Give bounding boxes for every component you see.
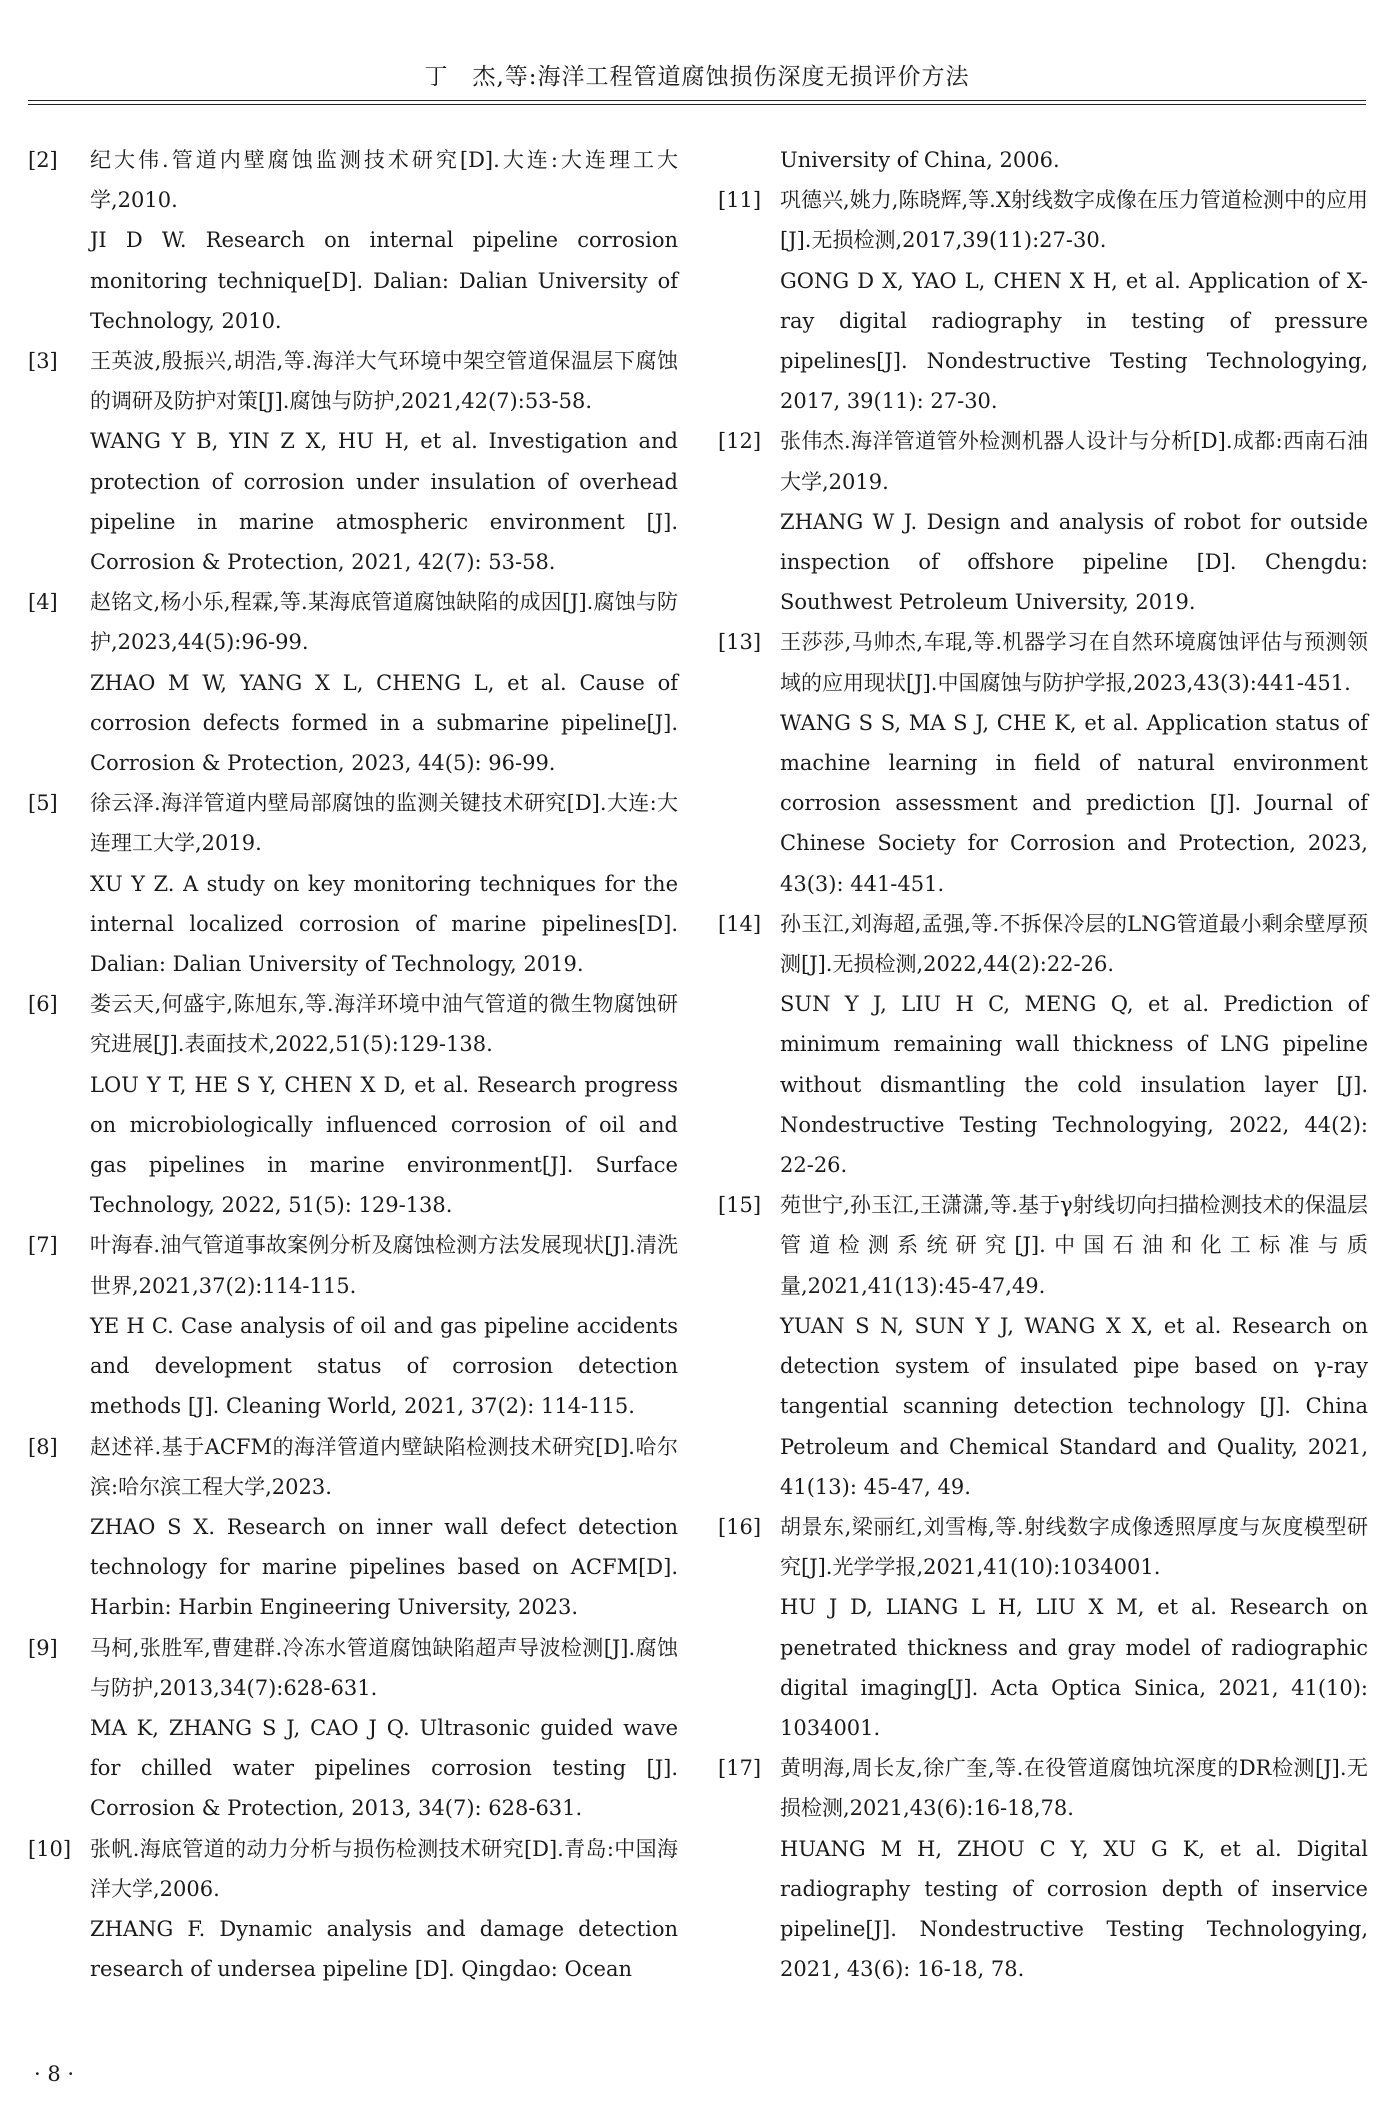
reference-english: HU J D, LIANG L H, LIU X M, et al. Research on penetrated thickness and gray model of radiographic digital imaging[J]. Acta Optica Sinica, 2021, 41(10): 1034001. <box>780 1595 1368 1740</box>
reference-entry <box>718 1748 1368 1989</box>
reference-english: ZHANG W J. Design and analysis of robot for outside inspection of offshore pipeline [D]. Chengdu: Southwest Petroleum University, 2019. <box>780 509 1368 615</box>
reference-number: [3] <box>28 349 58 374</box>
reference-number: [7] <box>28 1233 58 1258</box>
reference-number: [4] <box>28 590 58 615</box>
reference-number: [17] <box>718 1756 762 1781</box>
reference-entry <box>28 1628 678 1829</box>
reference-chinese: 赵铭文,杨小乐,程霖,等.某海底管道腐蚀缺陷的成因[J].腐蚀与防护,2023,44(5):96-99. <box>90 590 678 655</box>
reference-chinese: 王英波,殷振兴,胡浩,等.海洋大气环境中架空管道保温层下腐蚀的调研及防护对策[J].腐蚀与防护,2021,42(7):53-58. <box>90 349 678 414</box>
reference-number: [12] <box>718 429 762 454</box>
reference-chinese: 黄明海,周长友,徐广奎,等.在役管道腐蚀坑深度的DR检测[J].无损检测,2021,43(6):16-18,78. <box>780 1756 1368 1821</box>
reference-english: YE H C. Case analysis of oil and gas pipeline accidents and development status of corrosion detection methods [J]. Cleaning World, 2021, 37(2): 114-115. <box>90 1313 678 1419</box>
reference-number: [10] <box>28 1836 72 1861</box>
reference-entry <box>28 783 678 984</box>
reference-english: ZHANG F. Dynamic analysis and damage detection research of undersea pipeline [D]. Qingdao: Ocean <box>90 1916 678 1982</box>
reference-english: MA K, ZHANG S J, CAO J Q. Ultrasonic guided wave for chilled water pipelines corrosion testing [J]. Corrosion & Protection, 2013, 34(7): 628-631. <box>90 1715 678 1821</box>
reference-chinese: 张伟杰.海洋管道管外检测机器人设计与分析[D].成都:西南石油大学,2019. <box>780 429 1368 494</box>
reference-chinese: 纪大伟.管道内壁腐蚀监测技术研究[D].大连:大连理工大学,2010. <box>90 148 678 213</box>
reference-chinese: 娄云天,何盛宇,陈旭东,等.海洋环境中油气管道的微生物腐蚀研究进展[J].表面技术,2022,51(5):129-138. <box>90 992 678 1057</box>
reference-english: YUAN S N, SUN Y J, WANG X X, et al. Research on detection system of insulated pipe based on γ-ray tangential scanning detection technology [J]. China Petroleum and Chemical Standard and Quality, 2021, 41(13): 45-47, 49. <box>780 1313 1368 1499</box>
reference-entry <box>28 582 678 783</box>
reference-chinese: 张帆.海底管道的动力分析与损伤检测技术研究[D].青岛:中国海洋大学,2006. <box>90 1836 678 1901</box>
reference-english: ZHAO M W, YANG X L, CHENG L, et al. Cause of corrosion defects formed in a submarine pipeline[J]. Corrosion & Protection, 2023, 44(5): 96-99. <box>90 670 678 776</box>
header-rule-top <box>28 100 1366 101</box>
reference-number: [15] <box>718 1193 762 1218</box>
reference-chinese: 胡景东,梁丽红,刘雪梅,等.射线数字成像透照厚度与灰度模型研究[J].光学学报,2021,41(10):1034001. <box>780 1514 1368 1580</box>
reference-entry <box>718 904 1368 1185</box>
header-rule-bottom <box>28 104 1366 105</box>
reference-number: [5] <box>28 791 58 816</box>
page-number: · 8 · <box>34 2062 75 2086</box>
reference-entry <box>28 1225 678 1426</box>
reference-number: [16] <box>718 1514 762 1539</box>
reference-english: WANG Y B, YIN Z X, HU H, et al. Investigation and protection of corrosion under insulation of overhead pipeline in marine atmospheric environment [J]. Corrosion & Protection, 2021, 42(7): 53-58. <box>90 429 678 575</box>
reference-entry <box>718 1185 1368 1507</box>
reference-number: [6] <box>28 992 58 1017</box>
reference-english: ZHAO S X. Research on inner wall defect detection technology for marine pipelines based on ACFM[D]. Harbin: Harbin Engineering University, 2023. <box>90 1514 678 1620</box>
reference-chinese: 徐云泽.海洋管道内壁局部腐蚀的监测关键技术研究[D].大连:大连理工大学,2019. <box>90 791 678 856</box>
reference-number: [11] <box>718 188 762 213</box>
reference-english: JI D W. Research on internal pipeline corrosion monitoring technique[D]. Dalian: Dalian University of Technology, 2010. <box>90 228 678 333</box>
reference-number: [9] <box>28 1635 58 1660</box>
reference-chinese: 赵述祥.基于ACFM的海洋管道内壁缺陷检测技术研究[D].哈尔滨:哈尔滨工程大学,2023. <box>90 1434 678 1499</box>
running-header: 丁 杰,等:海洋工程管道腐蚀损伤深度无损评价方法 <box>424 64 970 90</box>
reference-number: [2] <box>28 148 58 172</box>
reference-entry <box>718 622 1368 903</box>
reference-english: XU Y Z. A study on key monitoring techniques for the internal localized corrosion of marine pipelines[D]. Dalian: Dalian University of Technology, 2019. <box>90 871 678 977</box>
reference-english: WANG S S, MA S J, CHE K, et al. Application status of machine learning in field of natural environment corrosion assessment and prediction [J]. Journal of Chinese Society for Corrosion and Protection, 2023, 43(3): 441-451. <box>780 710 1368 896</box>
reference-entry <box>28 1427 678 1628</box>
reference-number: [14] <box>718 911 762 936</box>
reference-entry <box>718 180 1368 421</box>
left-column <box>28 140 678 1989</box>
reference-english: LOU Y T, HE S Y, CHEN X D, et al. Research progress on microbiologically influenced corrosion of oil and gas pipelines in marine environment[J]. Surface Technology, 2022, 51(5): 129-138. <box>90 1072 678 1218</box>
reference-entry <box>28 984 678 1225</box>
reference-chinese: 苑世宁,孙玉江,王潇潇,等.基于γ射线切向扫描检测技术的保温层管道检测系统研究[J].中国石油和化工标准与质量,2021,41(13):45-47,49. <box>780 1193 1368 1298</box>
right-column <box>718 140 1368 1989</box>
reference-entry <box>28 341 678 582</box>
reference-chinese: 马柯,张胜军,曹建群.冷冻水管道腐蚀缺陷超声导波检测[J].腐蚀与防护,2013,34(7):628-631. <box>90 1635 678 1700</box>
reference-chinese: 叶海春.油气管道事故案例分析及腐蚀检测方法发展现状[J].清洗世界,2021,37(2):114-115. <box>90 1233 678 1298</box>
reference-number: [13] <box>718 630 762 655</box>
reference-english: GONG D X, YAO L, CHEN X H, et al. Application of X-ray digital radiography in testing of pressure pipelines[J]. Nondestructive Testing Technologying, 2017, 39(11): 27-30. <box>780 268 1368 414</box>
reference-entry <box>28 1829 678 1990</box>
reference-english: HUANG M H, ZHOU C Y, XU G K, et al. Digital radiography testing of corrosion depth of inservice pipeline[J]. Nondestructive Testing Technologying, 2021, 43(6): 16-18, 78. <box>780 1836 1368 1982</box>
reference-chinese: 巩德兴,姚力,陈晓辉,等.X射线数字成像在压力管道检测中的应用[J].无损检测,2017,39(11):27-30. <box>780 188 1368 253</box>
reference-entry <box>718 421 1368 622</box>
reference-english: SUN Y J, LIU H C, MENG Q, et al. Prediction of minimum remaining wall thickness of LNG pipeline without dismantling the cold insulation layer [J]. Nondestructive Testing Technologying, 2022, 44(2): 22-26. <box>780 992 1368 1178</box>
reference-entry <box>28 140 678 341</box>
reference-chinese: 孙玉江,刘海超,孟强,等.不拆保冷层的LNG管道最小剩余壁厚预测[J].无损检测,2022,44(2):22-26. <box>780 911 1368 977</box>
reference-chinese: 王莎莎,马帅杰,车琨,等.机器学习在自然环境腐蚀评估与预测领域的应用现状[J].中国腐蚀与防护学报,2023,43(3):441-451. <box>780 630 1368 695</box>
reference-entry <box>718 1507 1368 1748</box>
reference-number: [8] <box>28 1434 58 1459</box>
reference-continuation: University of China, 2006. <box>780 148 1060 172</box>
